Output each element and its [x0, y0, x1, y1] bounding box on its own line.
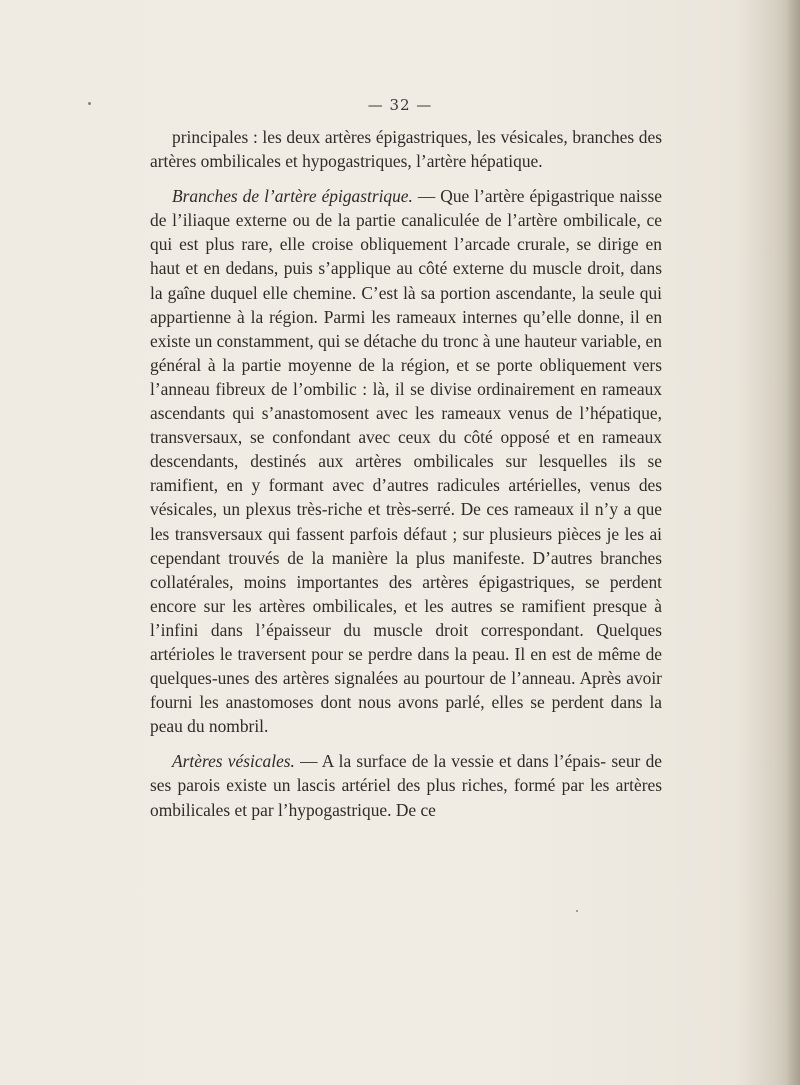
paragraph-vesical	[150, 749, 662, 821]
text-line: artères signalées au pourtour de l’anneau. Après avoir fourni	[150, 668, 662, 713]
page-edge-shadow	[786, 0, 800, 1085]
text-line: naisse de l’iliaque externe ou de la partie canaliculée de l’artère	[150, 186, 662, 231]
text-line: principales : les deux artères épigastriques, les vésicales, bran	[172, 127, 604, 147]
heading-lead-text: — Que l’artère épigastrique	[412, 186, 615, 207]
text-line: C’est là sa portion ascendante, la seule qui appartienne à la ré	[150, 282, 662, 327]
text-line: seur de ses parois existe un lascis artériel des plus riches,	[150, 751, 662, 796]
text-line: formé par les artères ombilicales et par l’hypogastrique. De ce	[150, 775, 662, 820]
heading-lead-text: — A la surface de la vessie et dans l’épais-	[294, 751, 607, 772]
paragraph-intro	[150, 125, 662, 173]
text-line: les ai cependant trouvés de la manière la plus manifeste. D’au	[150, 523, 662, 568]
text-line: les rameaux venus de l’hépatique, transversaux, se confondant	[150, 403, 662, 448]
paper-speck	[88, 102, 91, 105]
text-line: plexus très-riche et très-serré. De ces rameaux il n’y a que les	[150, 499, 662, 544]
text-line: les anastomoses dont nous avons parlé, elles se perdent dans la	[199, 692, 662, 713]
text-line: droit correspondant. Quelques artérioles le traversent pour se	[150, 619, 662, 664]
text-line: autres se ramifient presque à l’infini dans l’épaisseur du muscle	[150, 595, 662, 640]
page-number: — 32 —	[367, 96, 433, 114]
text-line: gion. Parmi les rameaux internes qu’elle donne, il en existe un	[150, 306, 663, 351]
text-line: triques, se perdent encore sur les artères ombilicales, et les	[150, 571, 662, 616]
section-heading-vesical: Artères vésicales.	[172, 751, 295, 772]
paragraph-epigastric	[150, 184, 662, 738]
text-line: en général à la partie moyenne de la région, et se porte obli	[150, 330, 662, 375]
section-heading-epigastric: Branches de l’artère épigastrique.	[172, 186, 413, 207]
body-text	[150, 125, 662, 822]
text-line: ordinairement en rameaux ascendants qui s’anastomosent avec	[150, 378, 662, 424]
text-line: constamment, qui se détache du tronc à une hauteur variable,	[216, 330, 642, 351]
text-line: ches des artères ombilicales et hypogastriques, l’artère hépa	[150, 127, 662, 172]
text-line: aux artères ombilicales sur lesquelles ils se ramifient, en y for	[150, 451, 662, 496]
text-line: crurale, se dirige en haut et en dedans, puis s’applique au côté	[150, 234, 662, 279]
text-line: tique.	[503, 151, 543, 172]
text-line: tres branches collatérales, moins importantes des artères épigas	[150, 547, 663, 592]
text-line: transversaux qui fassent parfois défaut ; sur plusieurs pièces je	[174, 523, 620, 544]
text-line: externe du muscle droit, dans la gaîne duquel elle chemine.	[150, 258, 662, 303]
text-line: peau du nombril.	[150, 716, 269, 737]
text-line: avec ceux du côté opposé et en rameaux descendants, destinés	[150, 427, 662, 472]
text-line: ombilicale, ce qui est plus rare, elle croise obliquement l’arcade	[150, 210, 662, 255]
text-line: perdre dans la peau. Il en est de même de quelques-unes des	[150, 643, 662, 689]
text-line: quement vers l’anneau fibreux de l’ombilic : là, il se divise	[150, 354, 662, 399]
paper-speck	[576, 910, 578, 912]
text-line: mant avec d’autres radicules artérielles, venus des vésicales, un	[150, 475, 662, 520]
